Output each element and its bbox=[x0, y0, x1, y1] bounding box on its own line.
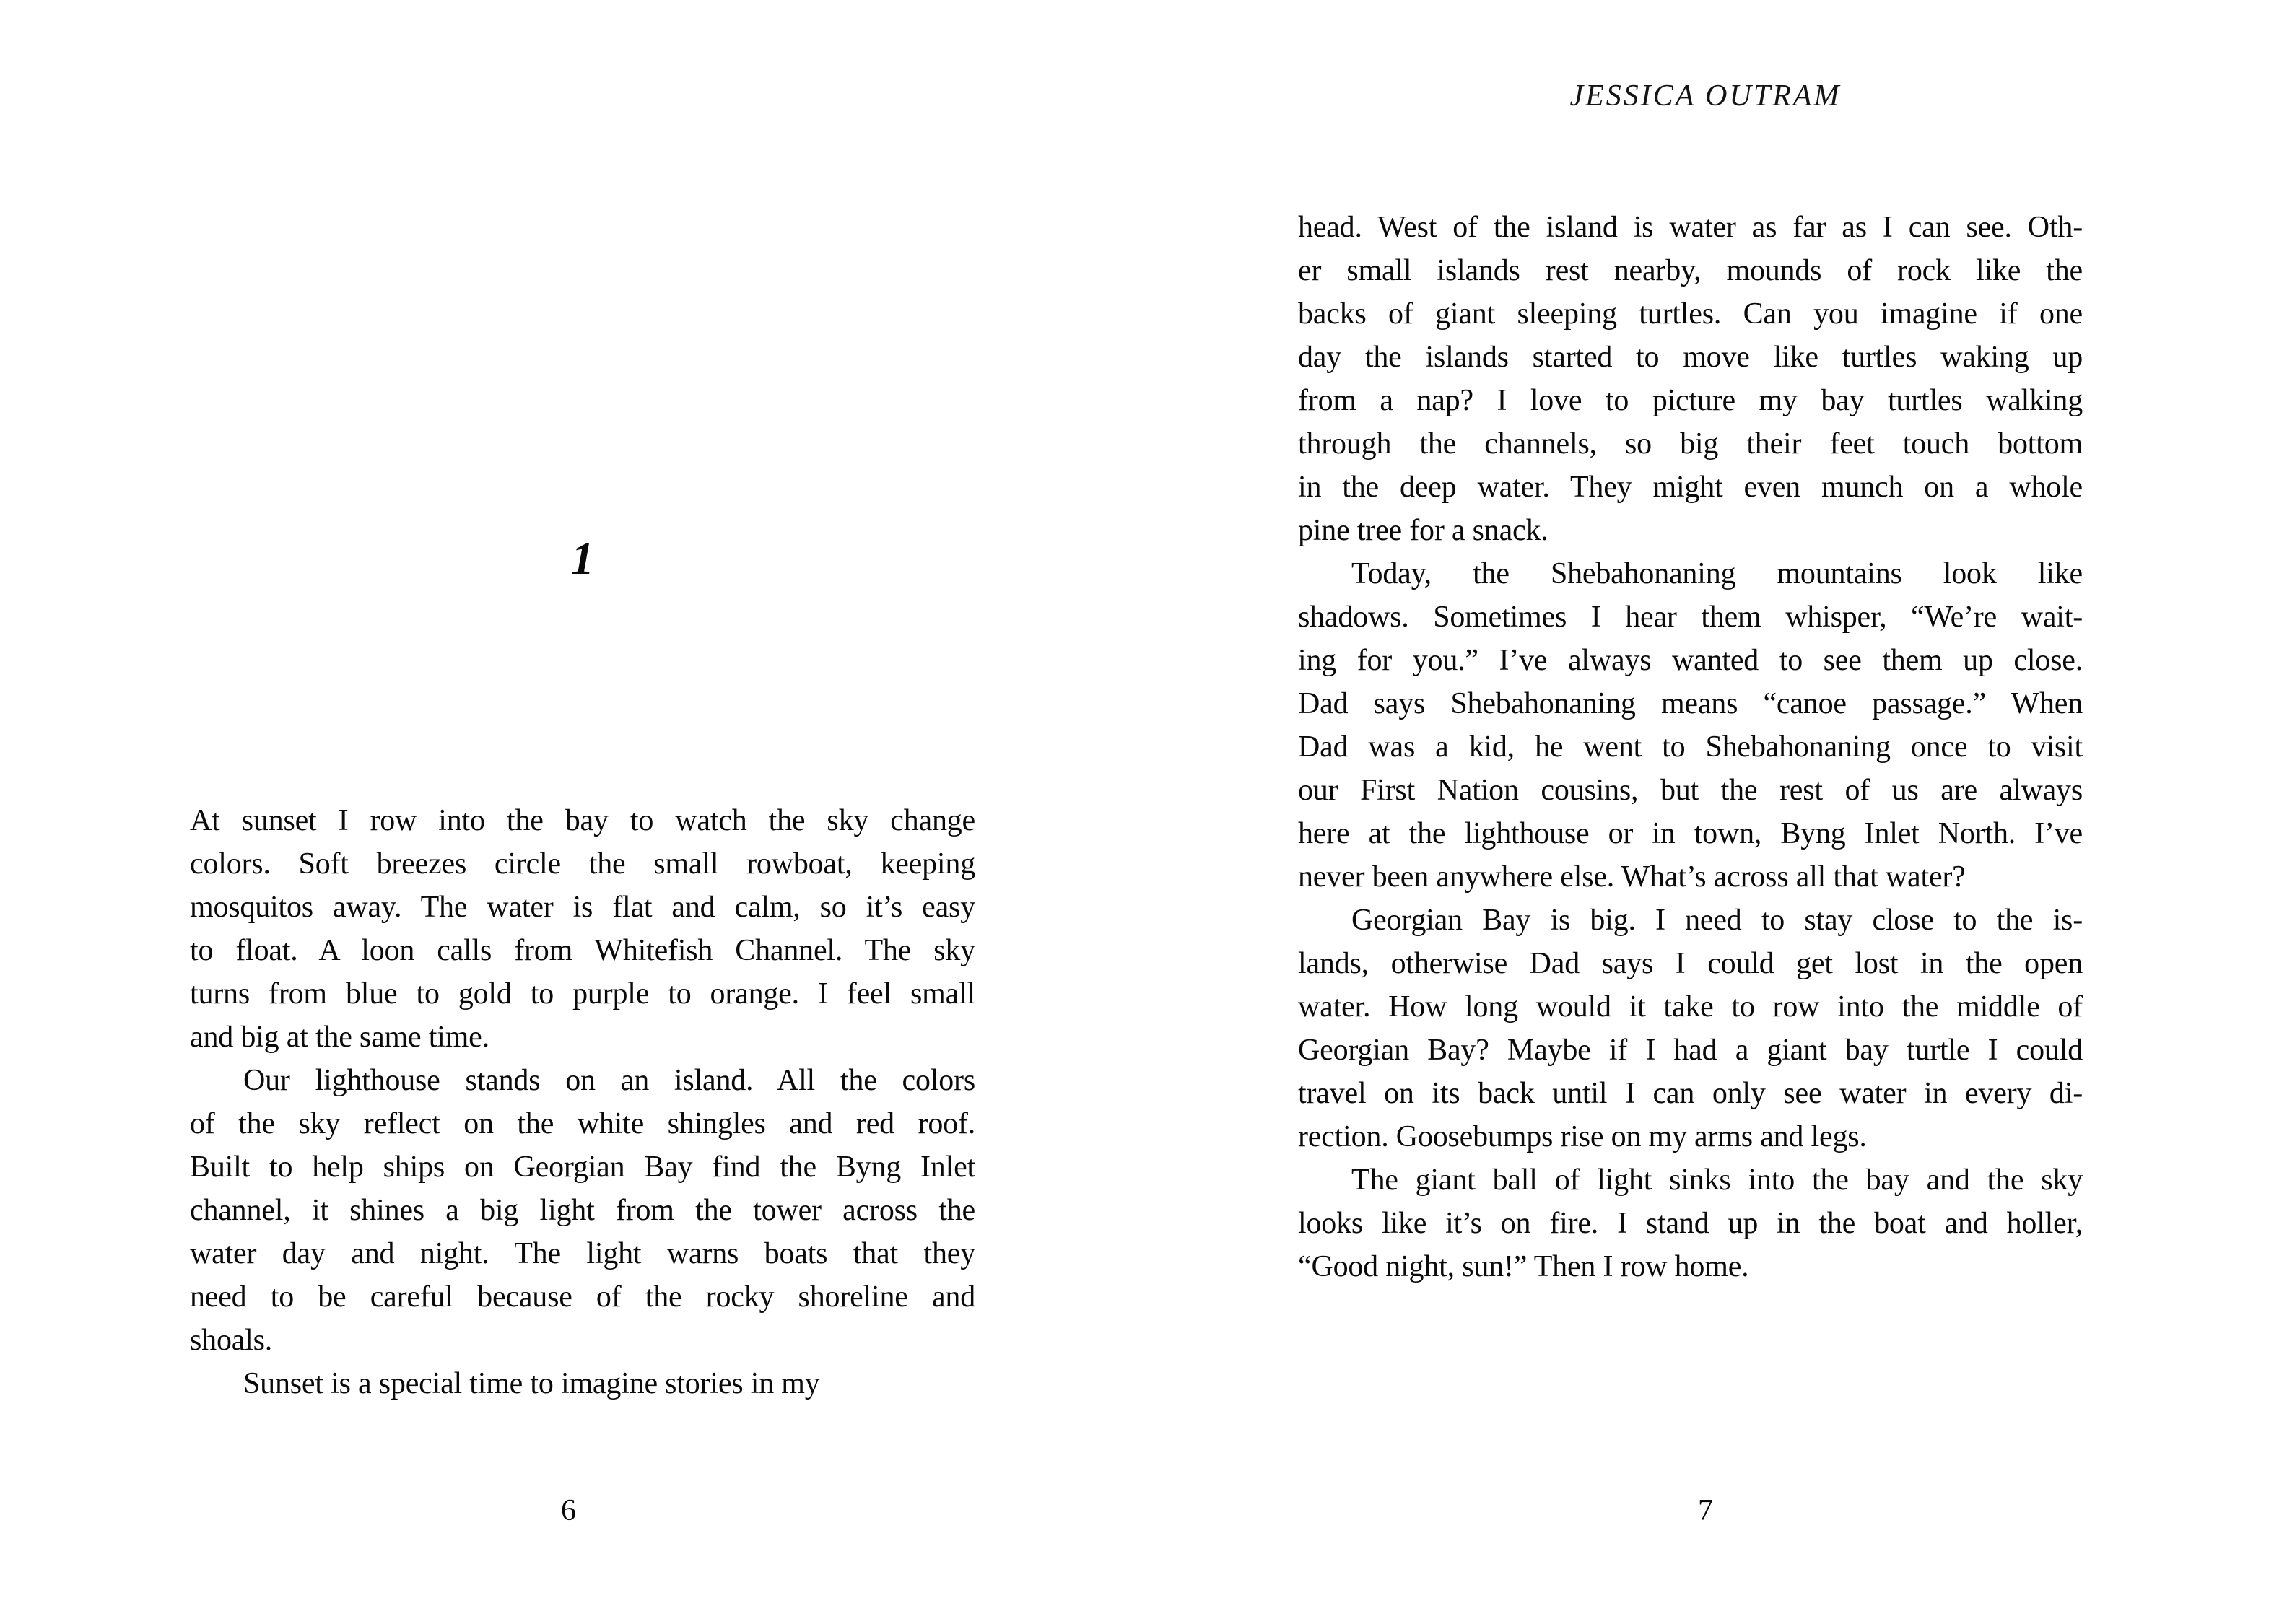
text-line: ing for you.” I’ve always wanted to see them up close. bbox=[1298, 644, 2083, 677]
text-line: colors. Soft breezes circle the small rowboat, keeping bbox=[190, 847, 975, 881]
text-line: and big at the same time. bbox=[190, 1021, 489, 1054]
text-line: Today, the Shebahonaning mountains look like bbox=[1351, 557, 2083, 590]
text-line: from a nap? I love to picture my bay turtles walking bbox=[1298, 384, 2083, 417]
text-line: our First Nation cousins, but the rest of us are always bbox=[1298, 774, 2083, 807]
text-line: channel, it shines a big light from the tower across the bbox=[190, 1194, 975, 1227]
text-line: water day and night. The light warns boats that they bbox=[190, 1237, 975, 1270]
text-line: Our lighthouse stands on an island. All the colors bbox=[243, 1064, 975, 1097]
text-line: shoals. bbox=[190, 1324, 273, 1357]
paragraph bbox=[1298, 899, 2083, 1158]
text-line: turns from blue to gold to purple to orange. I feel small bbox=[190, 977, 975, 1010]
text-line: “Good night, sun!” Then I row home. bbox=[1298, 1250, 1749, 1283]
text-line: to float. A loon calls from Whitefish Channel. The sky bbox=[190, 934, 975, 967]
paragraph bbox=[1298, 1158, 2083, 1288]
paragraph bbox=[1298, 206, 2083, 552]
text-line: The giant ball of light sinks into the bay and the sky bbox=[1351, 1164, 2083, 1197]
text-line: water. How long would it take to row into the middle of bbox=[1298, 990, 2083, 1023]
text-line: Dad says Shebahonaning means “canoe passage.” When bbox=[1298, 687, 2083, 720]
paragraph bbox=[190, 1362, 975, 1405]
text-line: Georgian Bay is big. I need to stay close to the is- bbox=[1351, 904, 2083, 937]
right-text-block bbox=[1298, 206, 2083, 1288]
page-right bbox=[1137, 0, 2274, 1624]
text-line: Sunset is a special time to imagine stories in my bbox=[243, 1367, 820, 1400]
text-line: travel on its back until I can only see water in every di- bbox=[1298, 1077, 2083, 1110]
text-line: of the sky reflect on the white shingles and red roof. bbox=[190, 1107, 975, 1140]
text-line: never been anywhere else. What’s across all that water? bbox=[1298, 860, 1966, 894]
text-line: Georgian Bay? Maybe if I had a giant bay turtle I could bbox=[1298, 1034, 2083, 1067]
text-line: At sunset I row into the bay to watch the sky change bbox=[190, 804, 975, 837]
text-line: looks like it’s on fire. I stand up in the boat and holler, bbox=[1298, 1207, 2083, 1240]
running-header-author: JESSICA OUTRAM bbox=[1569, 79, 1842, 113]
text-line: need to be careful because of the rocky shoreline and bbox=[190, 1280, 975, 1314]
left-page-number: 6 bbox=[561, 1494, 576, 1527]
text-line: mosquitos away. The water is flat and calm, so it’s easy bbox=[190, 891, 975, 924]
paragraph bbox=[190, 1059, 975, 1362]
text-line: in the deep water. They might even munch on a whole bbox=[1298, 471, 2083, 504]
text-line: day the islands started to move like turtles waking up bbox=[1298, 341, 2083, 374]
paragraph bbox=[1298, 552, 2083, 899]
text-line: backs of giant sleeping turtles. Can you imagine if one bbox=[1298, 297, 2083, 331]
text-line: er small islands rest nearby, mounds of rock like the bbox=[1298, 254, 2083, 287]
text-line: rection. Goosebumps rise on my arms and legs. bbox=[1298, 1120, 1867, 1153]
text-line: Dad was a kid, he went to Shebahonaning once to visit bbox=[1298, 730, 2083, 764]
text-line: head. West of the island is water as far as I can see. Oth- bbox=[1298, 211, 2083, 244]
text-line: through the channels, so big their feet touch bottom bbox=[1298, 427, 2083, 460]
text-line: here at the lighthouse or in town, Byng Inlet North. I’ve bbox=[1298, 817, 2083, 850]
text-line: pine tree for a snack. bbox=[1298, 514, 1548, 547]
text-line: Built to help ships on Georgian Bay find the Byng Inlet bbox=[190, 1151, 975, 1184]
left-text-block bbox=[190, 799, 975, 1405]
chapter-number: 1 bbox=[571, 533, 594, 584]
text-line: shadows. Sometimes I hear them whisper, “We’re wait- bbox=[1298, 601, 2083, 634]
right-page-number: 7 bbox=[1698, 1494, 1713, 1527]
text-line: lands, otherwise Dad says I could get lost in the open bbox=[1298, 947, 2083, 980]
paragraph bbox=[190, 799, 975, 1059]
